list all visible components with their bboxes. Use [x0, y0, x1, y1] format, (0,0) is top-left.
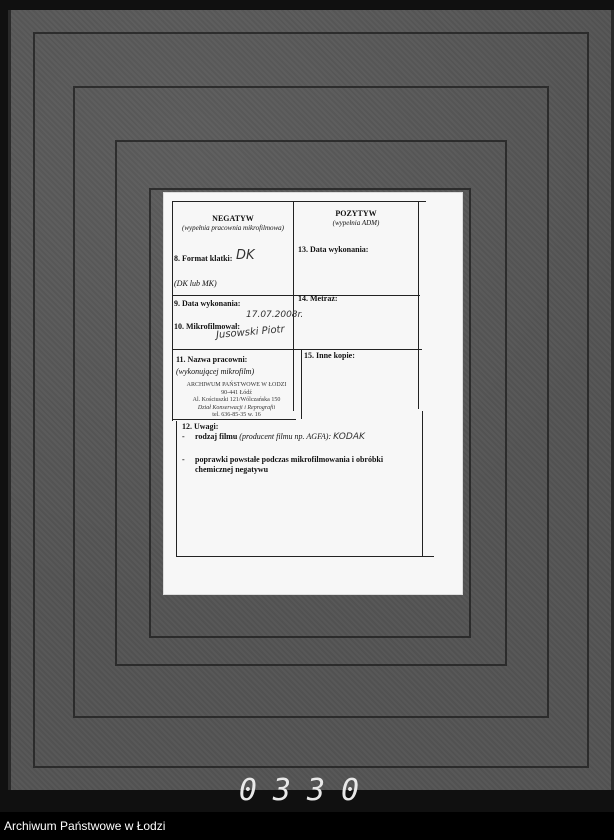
field12-film-type-line [195, 432, 365, 442]
field15-label: 15. Inne kopie: [304, 351, 355, 360]
field9-value: 17.07.2008r. [246, 310, 304, 320]
field11-label: 11. Nazwa pracowni: [176, 355, 248, 364]
negatyw-title: NEGATYW [212, 214, 254, 223]
bullet-marker: - [182, 432, 185, 441]
field10-label: 10. Mikrofilmował: [174, 322, 241, 331]
pozytyw-subtitle: (wypełnia ADM) [332, 219, 380, 227]
institution-stamp [164, 382, 309, 420]
field8-label: 8. Format klatki: [174, 254, 233, 263]
field12-label: 12. Uwagi: [182, 422, 219, 431]
stamp-line: ARCHIWUM PAŃSTWOWE W ŁODZI [186, 382, 287, 388]
stamp-line: Dział Konserwacji i Reprografii [197, 404, 276, 411]
field12-corrections-note: poprawki powstałe podczas mikrofilmowania i obróbki chemicznej negatywu [195, 455, 384, 474]
film-type-hint: (producent filmu np. AGFA): [239, 432, 332, 441]
film-type-label: rodzaj filmu [195, 432, 238, 441]
film-type-value: KODAK [333, 432, 365, 442]
negatyw-subtitle: (wypełnia pracownia mikrofilmowa) [181, 224, 284, 232]
frame-counter: 0330 [238, 773, 376, 808]
record-form [164, 201, 434, 553]
field8-value: DK [236, 248, 255, 263]
stamp-line: Al. Kościuszki 121/Wólczańska 150 [192, 397, 281, 403]
field9-label: 9. Data wykonania: [174, 299, 241, 308]
pozytyw-title: POZYTYW [335, 209, 377, 218]
field10-signature: Jusowski Piotr [215, 324, 286, 341]
field11-hint: (wykonującej mikrofilm) [176, 367, 255, 376]
field13-label: 13. Data wykonania: [298, 245, 369, 254]
stamp-line: tel. 636-85-35 w. 16 [212, 412, 261, 418]
field14-label: 14. Metraż: [298, 294, 338, 303]
bullet-marker: - [182, 455, 185, 464]
archive-caption: Archiwum Państwowe w Łodzi [0, 812, 614, 840]
stamp-line: 90-441 Łódź [221, 389, 252, 396]
field8-hint: (DK lub MK) [174, 279, 217, 288]
microfilm-record-card [164, 193, 462, 594]
